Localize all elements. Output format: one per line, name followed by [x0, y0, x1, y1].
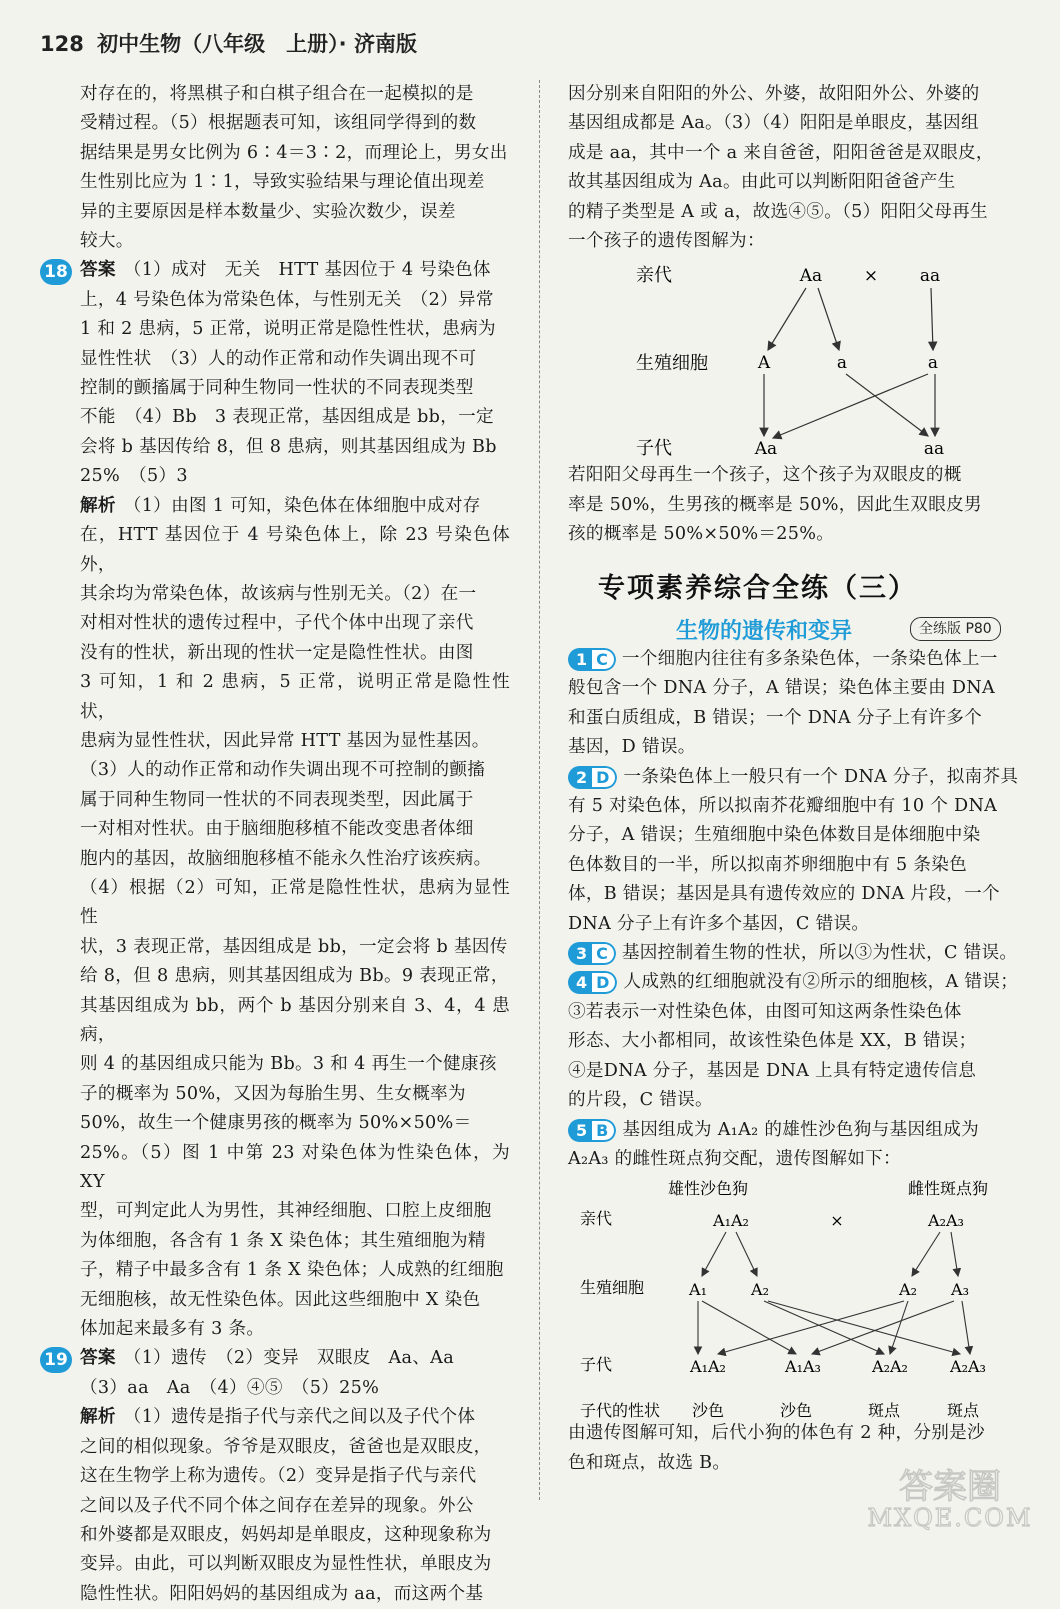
text-line: 和蛋白质组成，B 错误；一个 DNA 分子上有许多个	[568, 707, 982, 728]
section-subtitle: 生物的遗传和变异	[676, 619, 853, 644]
text-line: 为体细胞，各含有 1 条 X 染色体；其生殖细胞为精	[80, 1230, 486, 1251]
text-line: 则 4 的基因组成只能为 Bb。3 和 4 再生一个健康孩	[80, 1054, 497, 1075]
offspring-genotype: A₂A₂	[872, 1357, 908, 1377]
text-line: 显性性状 （3）人的动作正常和动作失调出现不可	[80, 348, 477, 369]
text-line: ④是DNA 分子，基因是 DNA 上具有特定遗传信息	[568, 1060, 977, 1081]
text-line: 属于同种生物同一性状的不同表现类型，因此属于	[80, 789, 474, 810]
offspring-genotype: A₁A₃	[785, 1357, 821, 1377]
offspring-trait: 斑点	[867, 1401, 901, 1420]
gamete: A	[757, 353, 771, 374]
answer-badge: 3 C	[568, 942, 616, 965]
cross-symbol: ×	[863, 266, 879, 287]
text-line: 若阳阳父母再生一个孩子，这个孩子为双眼皮的概	[568, 465, 962, 486]
answer-label: 答案	[80, 1348, 116, 1369]
text-line: A₂A₃ 的雌性斑点狗交配，遗传图解如下：	[568, 1148, 901, 1169]
item-5	[568, 1116, 1023, 1175]
row-label: 生殖细胞	[636, 353, 708, 375]
gamete: A₂	[899, 1280, 917, 1300]
page-number: 128	[40, 32, 84, 56]
text-line: 1 和 2 患病，5 正常，说明正常是隐性性状，患病为	[80, 319, 496, 340]
item-2	[568, 763, 1023, 939]
text-line: 50%，故生一个健康男孩的概率为 50%×50%＝	[80, 1113, 472, 1134]
parent-genotype: aa	[919, 266, 941, 287]
offspring-trait: 沙色	[691, 1401, 725, 1420]
text-line: 基因组成都是 Aa。（3）（4）阳阳是单眼皮，基因组	[568, 113, 979, 134]
analysis-label: 解析	[80, 1407, 116, 1428]
text-line: 较大。	[80, 231, 134, 252]
continued-text	[40, 80, 510, 256]
text-line: 的片段，C 错误。	[568, 1090, 713, 1111]
inheritance-arrows	[698, 1232, 970, 1354]
offspring-trait: 沙色	[779, 1401, 813, 1420]
row-label: 子代	[636, 438, 672, 460]
text-line: 孩的概率是 50%×50%＝25%。	[568, 524, 835, 545]
text-line: 胞内的基因，故脑细胞移植不能永久性治疗该疾病。	[80, 848, 492, 869]
text-line: 给 8，但 8 患病，则其基因组成为 Bb。9 表现正常，	[80, 966, 509, 987]
gamete: A₃	[951, 1280, 969, 1300]
text-line: （3）aa Aa （4）④⑤ （5）25%	[80, 1377, 380, 1398]
text-line: 由遗传图解可知，后代小狗的体色有 2 种，分别是沙	[568, 1423, 985, 1444]
text-line: 异的主要原因是样本数量少、实验次数少，误差	[80, 201, 456, 222]
gamete: a	[836, 353, 848, 374]
column-divider	[539, 80, 540, 1500]
text-line: 受精过程。（5）根据题表可知，该组同学得到的数	[80, 113, 477, 134]
text-line: 据结果是男女比例为 6∶4＝3∶2，而理论上，男女出	[80, 142, 508, 163]
inheritance-arrows	[764, 288, 935, 438]
text-line: 在，HTT 基因位于 4 号染色体上，除 23 号染色体外，	[80, 525, 510, 575]
text-line: 色体数目的一半，所以拟南芥卵细胞中有 5 条染色	[568, 854, 968, 875]
answer-badge: 1 C	[568, 648, 616, 671]
question-19	[40, 1344, 510, 1609]
question-18	[40, 256, 510, 1344]
exercise-answers	[568, 645, 1023, 1478]
text-line: 25% （5）3	[80, 466, 188, 487]
text-line: 人成熟的红细胞就没有②所示的细胞核，A 错误；	[623, 972, 1019, 993]
text-line: 之间的相似现象。爷爷是双眼皮，爸爸也是双眼皮，	[80, 1436, 492, 1457]
page-reference-tag: 全练版 P80	[910, 617, 1001, 641]
text-line: 没有的性状，新出现的性状一定是隐性性状。由图	[80, 642, 474, 663]
text-line: DNA 分子上有许多个基因，C 错误。	[568, 913, 870, 934]
text-line: 色和斑点，故选 B。	[568, 1452, 731, 1473]
offspring-genotype: aa	[923, 439, 945, 460]
answer-label: 答案	[80, 260, 116, 281]
item-3	[568, 939, 1023, 968]
text-line: 隐性性状。阳阳妈妈的基因组成为 aa，而这两个基	[80, 1583, 484, 1604]
question-number-badge: 18	[40, 259, 72, 285]
row-label: 亲代	[636, 265, 672, 287]
text-line: 这在生物学上称为遗传。（2）变异是指子代与亲代	[80, 1466, 477, 1487]
row-label: 亲代	[580, 1209, 613, 1229]
text-line: 的精子类型是 A 或 a，故选④⑤。（5）阳阳父母再生	[568, 201, 988, 222]
text-line: 基因组成为 A₁A₂ 的雄性沙色狗与基因组成为	[622, 1119, 980, 1140]
continued-text	[568, 80, 1023, 256]
parent-genotype: A₂A₃	[928, 1211, 964, 1231]
text-line: （3）人的动作正常和动作失调出现不可控制的颤搐	[80, 760, 486, 781]
text-line: ③若表示一对性染色体，由图可知这两条性染色体	[568, 1001, 962, 1022]
left-column	[40, 80, 510, 1609]
text-line: 其余均为常染色体，故该病与性别无关。（2）在一	[80, 583, 477, 604]
text-line: 一个细胞内往往有多条染色体，一条染色体上一	[621, 649, 998, 669]
text-line: 子的概率为 50%，又因为每胎生男、生女概率为	[80, 1083, 466, 1104]
text-line: 分子，A 错误；生殖细胞中染色体数目是体细胞中染	[568, 825, 981, 846]
item-4	[568, 968, 1023, 1115]
text-line: 上，4 号染色体为常染色体，与性别无关 （2）异常	[80, 289, 494, 310]
gamete: A₁	[689, 1280, 707, 1300]
watermark-text: 答案圈	[899, 1467, 1001, 1507]
watermark-logo	[858, 1462, 1043, 1532]
text-line: 一条染色体上一般只有一个 DNA 分子，拟南芥具	[623, 766, 1019, 787]
text-line: 变异。由此，可以判断双眼皮为显性性状，单眼皮为	[80, 1554, 492, 1575]
parent-genotype: A₁A₂	[713, 1211, 749, 1231]
text-line: 形态、大小都相同，故该性染色体是 XX，B 错误；	[568, 1031, 977, 1052]
gamete: a	[927, 353, 939, 374]
text-line: 对相对性状的遗传过程中，子代个体中出现了亲代	[80, 613, 474, 634]
text-line: （4）根据（2）可知，正常是隐性性状，患病为显性性	[80, 877, 510, 928]
text-line: 率是 50%，生男孩的概率是 50%，因此生双眼皮男	[568, 494, 982, 515]
text-line: 3 可知，1 和 2 患病，5 正常，说明正常是隐性性状，	[80, 672, 510, 722]
text-line: 子，精子中最多含有 1 条 X 染色体；人成熟的红细胞	[80, 1260, 504, 1281]
text-line: 成是 aa，其中一个 a 来自爸爸，阳阳爸爸是双眼皮，	[568, 142, 994, 163]
text-line: 体，B 错误；基因是具有遗传效应的 DNA 片段，一个	[568, 884, 1000, 905]
offspring-trait: 斑点	[946, 1401, 980, 1420]
answer-badge: 2 D	[568, 766, 617, 789]
parent-title: 雌性斑点狗	[907, 1179, 989, 1199]
text-line: 和外婆都是双眼皮，妈妈却是单眼皮，这种现象称为	[80, 1524, 492, 1545]
genetic-diagram-dog-color	[568, 1174, 1023, 1419]
text-line: 因分别来自阳阳的外公、外婆，故阳阳外公、外婆的	[568, 84, 980, 104]
text-line: 患病为显性性状，因此异常 HTT 基因为显性基因。	[80, 730, 490, 751]
genetic-diagram-eyelid	[568, 256, 1023, 461]
offspring-genotype: A₂A₃	[950, 1357, 986, 1377]
parent-title: 雄性沙色狗	[667, 1179, 749, 1199]
text-line: 故其基因组成为 Aa。由此可以判断阳阳爸爸产生	[568, 172, 956, 193]
offspring-genotype: Aa	[754, 439, 778, 460]
row-label: 生殖细胞	[580, 1278, 645, 1298]
page-header	[40, 28, 417, 58]
text-line: （1）成对 无关 HTT 基因位于 4 号染色体	[123, 260, 491, 281]
text-line: 会将 b 基因传给 8，但 8 患病，则其基因组成为 Bb	[80, 436, 497, 457]
text-line: 对存在的，将黑棋子和白棋子组合在一起模拟的是	[80, 84, 474, 104]
text-line: 控制的颤搐属于同种生物同一性状的不同表现类型	[80, 378, 474, 399]
text-line: 生性别比应为 1∶1，导致实验结果与理论值出现差	[80, 172, 485, 193]
watermark-text: MXQE.COM	[867, 1504, 1033, 1532]
book-title: 初中生物（八年级 上册）· 济南版	[97, 32, 417, 56]
text-line: （1）遗传 （2）变异 双眼皮 Aa、Aa	[123, 1348, 454, 1369]
item-1	[568, 645, 1023, 763]
text-line: 无细胞核，故无性染色体。因此这些细胞中 X 染色	[80, 1289, 481, 1310]
offspring-genotype: A₁A₂	[690, 1357, 726, 1377]
text-line: 般包含一个 DNA 分子，A 错误；染色体主要由 DNA	[568, 678, 995, 699]
answer-badge: 5 B	[568, 1119, 616, 1142]
section-title: 专项素养综合全练（三）	[598, 573, 917, 604]
row-label: 子代	[580, 1355, 613, 1375]
text-line: 有 5 对染色体，所以拟南芥花瓣细胞中有 10 个 DNA	[568, 796, 998, 817]
question-number-badge: 19	[40, 1347, 72, 1373]
text-line: 之间以及子代不同个体之间存在差异的现象。外公	[80, 1495, 474, 1516]
text-line: 其基因组成为 bb，两个 b 基因分别来自 3、4，4 患病，	[80, 995, 510, 1045]
text-line: 一个孩子的遗传图解为：	[568, 231, 765, 252]
answer-badge: 4 D	[568, 971, 617, 994]
conclusion-text	[568, 461, 1023, 549]
text-line: 25%。（5）图 1 中第 23 对染色体为性染色体，为 XY	[80, 1142, 510, 1193]
gamete: A₂	[751, 1280, 769, 1300]
row-label: 子代的性状	[580, 1401, 661, 1420]
text-line: 型，可判定此人为男性，其神经细胞、口腔上皮细胞	[80, 1201, 492, 1222]
text-line: 一对相对性状。由于脑细胞移植不能改变患者体细	[80, 819, 474, 840]
text-line: 不能 （4）Bb 3 表现正常，基因组成是 bb，一定	[80, 407, 494, 428]
text-line: （1）由图 1 可知，染色体在体细胞中成对存	[123, 495, 481, 516]
cross-symbol: ×	[830, 1211, 844, 1231]
text-line: （1）遗传是指子代与亲代之间以及子代个体	[123, 1407, 476, 1428]
text-line: 状，3 表现正常，基因组成是 bb，一定会将 b 基因传	[80, 936, 508, 957]
analysis-label: 解析	[80, 495, 116, 516]
text-line: 体加起来最多有 3 条。	[80, 1319, 265, 1340]
text-line: 基因控制着生物的性状，所以③为性状，C 错误。	[621, 943, 1018, 964]
right-column	[568, 80, 1023, 550]
text-line: 基因，D 错误。	[568, 737, 696, 758]
parent-genotype: Aa	[799, 266, 823, 287]
